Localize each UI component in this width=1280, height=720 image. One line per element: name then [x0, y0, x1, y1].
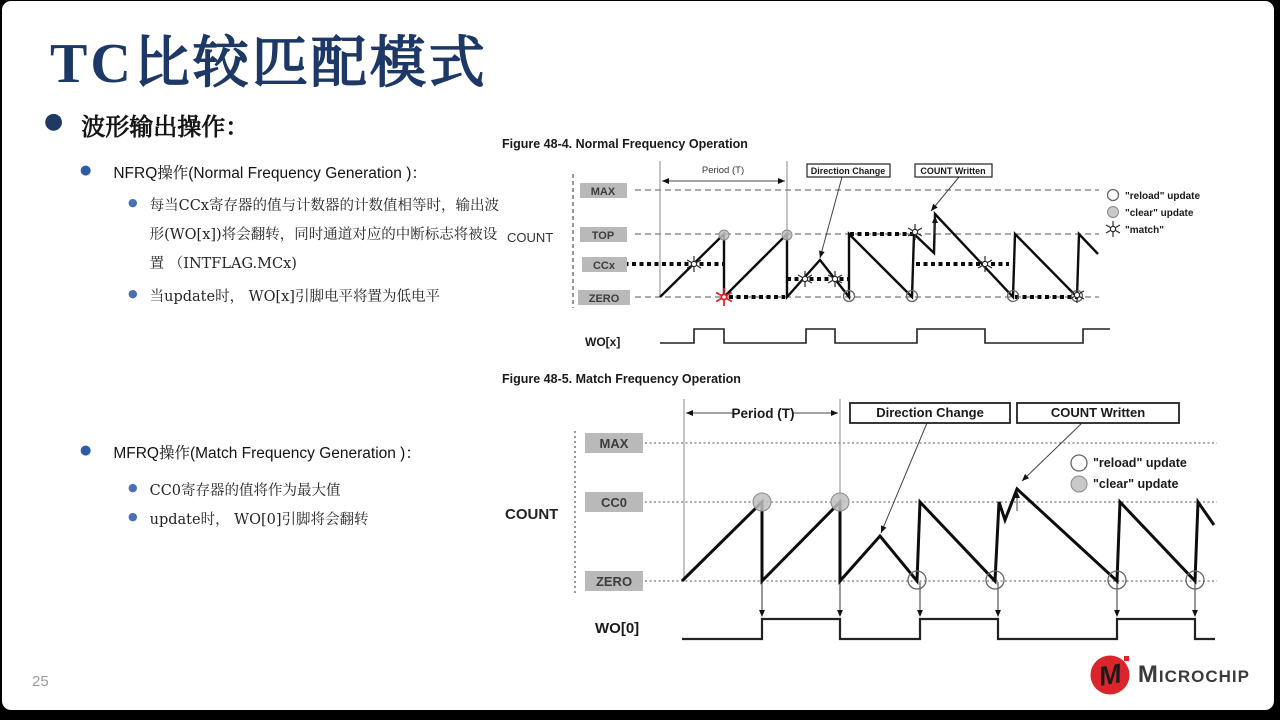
figure2-count-written-label: COUNT Written [1050, 405, 1146, 420]
microchip-logo [1089, 654, 1250, 696]
clear-update-marker [1108, 207, 1119, 218]
bullet-dot: ● [44, 109, 64, 134]
nfrq-item-1-text: 每当CCx寄存器的值与计数器的计数值相等时，输出波形(WO[x])将会翻转，同时通道对应的中断标志将被设置 （INTFLAG.MCx) [149, 198, 499, 272]
mfrq-item-1-text: CC0寄存器的值将作为最大值 [149, 483, 341, 499]
cc0-label: CC0 [600, 495, 628, 510]
arrowhead [1114, 610, 1120, 617]
count-waveform [660, 214, 1098, 297]
figure1-direction-change-label: Direction Change [810, 166, 886, 176]
match-star-center [912, 229, 917, 234]
annotation-arrow [1022, 423, 1082, 481]
page-number: 25 [32, 673, 49, 690]
match-star-center [1074, 292, 1079, 297]
clear-update-marker [753, 493, 771, 511]
match-star-center [691, 261, 696, 266]
zero-label: ZERO [588, 293, 620, 305]
reload-update-marker [1071, 455, 1087, 471]
arrowhead [995, 610, 1001, 617]
arrowhead [662, 178, 669, 184]
bullet-l1-text: 波形输出操作： [81, 115, 250, 141]
mfrq-item-2-text: update时， WO[0]引脚将会翻转 [149, 512, 369, 528]
mfrq-heading-text: MFRQ操作(Match Frequency Generation )： [113, 445, 421, 462]
bullet-dot: ● [128, 510, 138, 523]
match-star-center [982, 261, 987, 266]
match-star-center [802, 276, 807, 281]
match-star-center [832, 276, 837, 281]
figure1-wo-label: WO[x] [585, 335, 621, 349]
figure1-count-written-label: COUNT Written [920, 166, 986, 176]
figure1-count-label: COUNT [507, 230, 554, 245]
ccx-label: CCx [592, 260, 616, 272]
figure2-geometry [575, 399, 1217, 639]
nfrq-item-2-text: 当update时， WO[x]引脚电平将置为低电平 [149, 289, 440, 305]
clear-update-marker [831, 493, 849, 511]
figure2-title: Figure 48-5. Match Frequency Operation [502, 372, 741, 386]
clear-update-marker [1071, 476, 1087, 492]
figure1-title: Figure 48-4. Normal Frequency Operation [502, 137, 748, 151]
bullet-dot: ● [80, 443, 92, 458]
microchip-logo-text: Microchip [1137, 661, 1250, 688]
wo-output-trace [660, 329, 1110, 343]
bullet-dot: ● [128, 287, 138, 300]
top-label: TOP [591, 230, 615, 242]
arrowhead [831, 410, 838, 416]
slide [2, 1, 1274, 710]
figure-48-5-match-frequency-diagram [497, 369, 1227, 669]
bullet-dot: ● [128, 481, 138, 494]
slide-title: TC比较匹配模式 [50, 33, 488, 95]
bullet-dot: ● [80, 163, 92, 178]
nfrq-item-2 [128, 283, 518, 312]
arrowhead [1192, 610, 1198, 617]
clear-update-marker [782, 230, 792, 240]
max-label: MAX [590, 186, 616, 198]
arrowhead [917, 610, 923, 617]
mfrq-item-1 [128, 477, 518, 506]
match-star-center [1110, 226, 1115, 231]
annotation-arrow [820, 177, 842, 258]
figure1-legend-match: "match" [1125, 225, 1164, 236]
figure1-period-label: Period (T) [701, 165, 745, 176]
figure2-legend-clear: "clear" update [1093, 477, 1179, 491]
figure1-legend-clear: "clear" update [1125, 208, 1194, 219]
nfrq-heading [80, 161, 427, 183]
bullet-l1 [44, 107, 249, 142]
nfrq-item-1 [128, 192, 508, 279]
mfrq-heading [80, 441, 421, 463]
wo-output-trace [682, 619, 1215, 639]
microchip-logo-icon [1089, 654, 1131, 696]
figure2-legend-reload: "reload" update [1093, 456, 1187, 470]
figure2-direction-change-label: Direction Change [876, 405, 984, 420]
bullet-dot: ● [128, 196, 138, 209]
max-label: MAX [599, 436, 629, 451]
arrowhead [759, 610, 765, 617]
figure-48-4-normal-frequency-diagram [497, 134, 1227, 364]
nfrq-heading-text: NFRQ操作(Normal Frequency Generation )： [113, 165, 427, 182]
figure2-wo-label: WO[0] [595, 620, 640, 637]
figure2-period-label: Period (T) [731, 406, 795, 421]
arrowhead [837, 610, 843, 617]
mfrq-item-2 [128, 506, 518, 535]
reload-update-marker [1108, 190, 1119, 201]
figure1-geometry [573, 161, 1120, 343]
match-star-center [721, 294, 726, 299]
figure2-count-label: COUNT [505, 506, 559, 523]
clear-update-marker [719, 230, 729, 240]
arrowhead [881, 525, 886, 533]
arrowhead [778, 178, 785, 184]
arrowhead [686, 410, 693, 416]
svg-text:M: M [1096, 658, 1124, 692]
zero-label: ZERO [595, 574, 633, 589]
figure1-legend-reload: "reload" update [1125, 191, 1201, 202]
